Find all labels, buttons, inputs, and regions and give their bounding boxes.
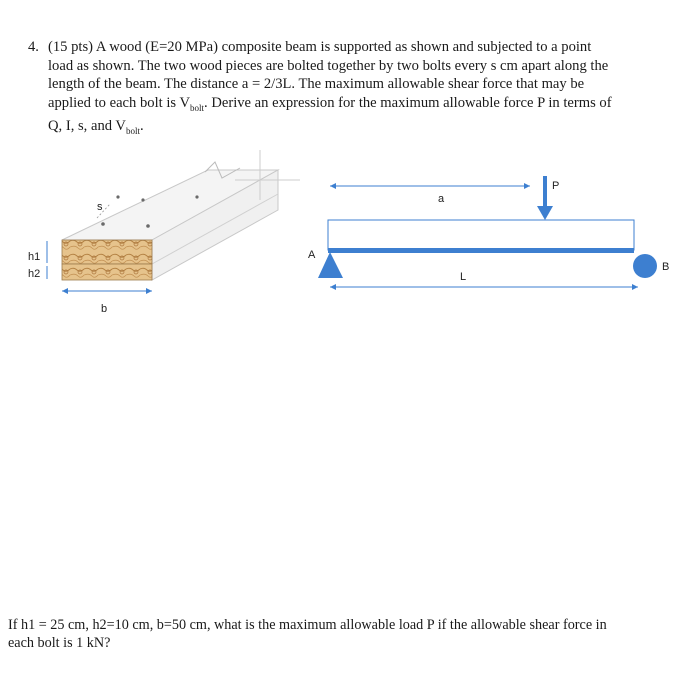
label-b: b <box>101 303 108 315</box>
problem-line-3: length of the beam. The distance a = 2/3L. The maximum allowable shear force that may be <box>48 76 585 93</box>
label-A: A <box>308 249 316 261</box>
label-h2: h2 <box>28 268 41 280</box>
bolt-subscript-2: bolt <box>125 126 140 137</box>
problem-number: 4. <box>28 39 39 55</box>
bolt-subscript: bolt <box>190 102 205 113</box>
problem-line-4a: applied to each bolt is V <box>48 94 190 111</box>
beam-top <box>328 220 634 250</box>
problem-line-5b: . <box>139 118 144 135</box>
followup-question <box>8 616 658 652</box>
bolt-dot <box>195 195 198 198</box>
label-a: a <box>438 193 445 205</box>
problem-line-5a: Q, I, s, and V <box>48 118 126 135</box>
problem-points: (15 pts) <box>48 39 93 55</box>
followup-line-2: each bolt is 1 kN? <box>8 635 111 651</box>
label-s: s <box>97 201 103 213</box>
bolt-dot <box>146 224 150 228</box>
label-h1: h1 <box>28 251 41 263</box>
label-B: B <box>662 261 670 273</box>
bottom-piece-h2 <box>62 264 152 280</box>
roller-support-B <box>633 254 657 278</box>
problem-figure <box>0 140 679 320</box>
beam-diagram <box>308 176 669 287</box>
bolt-dot <box>101 222 105 226</box>
followup-line-1: If h1 = 25 cm, h2=10 cm, b=50 cm, what is the maximum allowable load P if the allowable shear force in <box>8 617 607 633</box>
bolt-dot <box>116 195 119 198</box>
pin-support-A <box>318 252 343 278</box>
bolt-dot <box>141 198 144 201</box>
beam-bottom-band <box>328 248 634 253</box>
problem-line-1: A wood (E=20 MPa) composite beam is supported as shown and subjected to a point <box>95 39 592 55</box>
label-L: L <box>460 271 467 283</box>
problem-line-2: load as shown. The two wood pieces are bolted together by two bolts every s cm apart along the <box>48 57 609 74</box>
problem-statement <box>28 38 643 141</box>
problem-line-4b: . Derive an expression for the maximum allowable force P in terms of <box>204 94 612 111</box>
load-arrow-head <box>537 206 553 220</box>
wood-section-drawing <box>28 150 300 315</box>
top-piece-h1 <box>62 240 152 264</box>
label-P: P <box>552 180 560 192</box>
